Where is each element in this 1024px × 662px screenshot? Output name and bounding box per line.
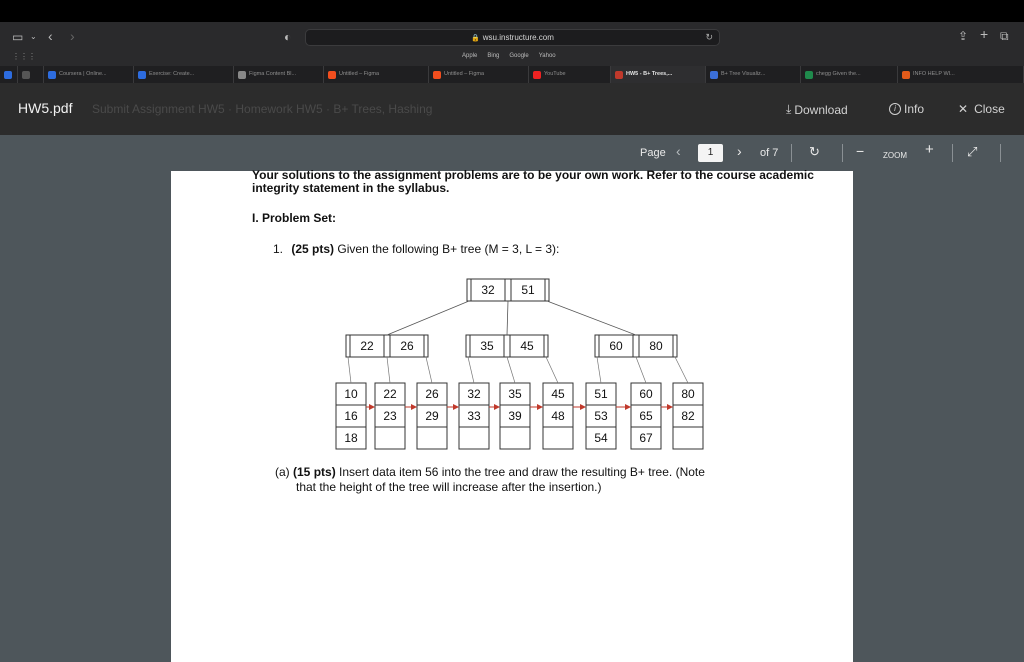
tab-favicon-icon [533,71,541,79]
favorite-yahoo[interactable]: Yahoo [538,53,556,59]
leaf-value: 82 [681,409,695,423]
leaf-value: 16 [344,409,358,423]
download-button[interactable] [786,102,848,117]
ghost-title: Submit Assignment HW5 · Homework HW5 · B+ Trees, Hashing [92,102,433,116]
node-key: 35 [480,339,494,353]
browser-tab[interactable] [611,66,706,83]
info-label: Info [904,102,925,116]
leaf-value: 22 [383,387,397,401]
leaf-value: 33 [467,409,481,423]
browser-tab[interactable] [706,66,801,83]
leaf-value: 29 [425,409,439,423]
browser-tab[interactable] [0,66,18,83]
tree-edge [507,357,515,383]
part-a-line-2: that the height of the tree will increase after the insertion.) [296,480,602,494]
node-key: 80 [649,339,663,353]
browser-tab[interactable] [529,66,611,83]
close-icon: ✕ [958,102,969,116]
browser-tab[interactable] [429,66,529,83]
tree-edge [387,357,390,383]
info-button[interactable] [889,102,924,116]
forward-icon[interactable]: › [70,28,75,44]
node-key: 26 [400,339,414,353]
reload-icon[interactable]: ↻ [705,32,713,42]
page-count: of 7 [760,147,779,159]
leaf-value: 39 [508,409,522,423]
page-label: Page [640,147,666,159]
divider [842,144,843,162]
zoom-out-icon[interactable]: − [856,143,865,159]
intro-line-1: Your solutions to the assignment problems are to be your own work. Refer to the course academic [252,168,814,182]
sidebar-icon[interactable]: ▭ [12,30,24,44]
leaf-value: 65 [639,409,653,423]
info-icon: i [889,103,901,115]
divider [791,144,792,162]
favorite-apple[interactable]: Apple [462,53,478,59]
node-key: 51 [521,283,535,297]
shield-icon[interactable]: ◐ [284,30,292,44]
leaf-value: 10 [344,387,358,401]
leaf-value: 51 [594,387,608,401]
tab-label: chegg Given the... [816,71,861,77]
tree-edge [348,357,351,383]
address-text: wsu.instructure.com [482,33,554,42]
tree-edge [636,357,646,383]
browser-tab[interactable] [44,66,134,83]
tab-strip [0,66,1024,83]
leaf-value: 35 [508,387,522,401]
browser-tab[interactable] [234,66,324,83]
tree-edge [547,301,636,335]
leaf-value: 45 [551,387,565,401]
favorite-bing[interactable]: Bing [487,53,500,59]
leaf-value: 80 [681,387,695,401]
tree-edge [597,357,601,383]
tab-favicon-icon [615,71,623,79]
question-number: 1. [273,242,284,256]
node-key: 45 [520,339,534,353]
tab-favicon-icon [138,71,146,79]
leaf-value: 60 [639,387,653,401]
prev-page-icon[interactable]: ‹ [676,143,681,159]
tab-label: HW5 - B+ Trees,... [626,71,673,77]
fullscreen-icon[interactable]: ⤢ [967,144,978,159]
browser-toolbar [0,22,1024,66]
leaf-value: 53 [594,409,608,423]
tab-favicon-icon [902,71,910,79]
node-key: 22 [360,339,374,353]
new-tab-icon[interactable]: + [980,26,989,42]
tab-label: Exercise: Create... [149,71,195,77]
pdf-toolbar [0,135,1024,171]
tab-favicon-icon [433,71,441,79]
address-bar[interactable] [305,29,720,46]
leaf-value: 32 [467,387,481,401]
divider [952,144,953,162]
favorite-google[interactable]: Google [509,53,529,59]
tab-favicon-icon [48,71,56,79]
tab-favicon-icon [238,71,246,79]
zoom-in-icon[interactable]: + [925,141,934,158]
internal-node [595,335,677,357]
leaf-value: 18 [344,431,358,445]
node-key: 60 [609,339,623,353]
tab-label: YouTube [544,71,566,77]
close-button[interactable] [958,102,1005,116]
tab-label: Figma Content Bl... [249,71,297,77]
internal-node [466,335,548,357]
tab-label: INFO HELP WI... [913,71,955,77]
tab-label: Untitled – Figma [339,71,380,77]
download-icon: ⤓ [786,102,792,116]
page-number-input[interactable]: 1 [698,144,723,162]
tree-edge [387,301,469,335]
browser-tab[interactable] [18,66,44,83]
intro-line-2: integrity statement in the syllabus. [252,181,450,195]
question-text: Given the following B+ tree (M = 3, L = 3): [337,242,560,256]
browser-tab[interactable] [898,66,1024,83]
next-page-icon[interactable]: › [737,143,742,159]
tab-favicon-icon [328,71,336,79]
back-icon[interactable]: ‹ [48,28,53,44]
tab-overview-icon[interactable]: ⧉ [1000,29,1009,43]
leaf-value: 48 [551,409,565,423]
tab-favicon-icon [710,71,718,79]
tree-edge [675,357,688,383]
browser-tab[interactable] [801,66,898,83]
tab-label: Coursera | Online... [59,71,107,77]
internal-node [346,335,428,357]
part-a-points: (15 pts) [293,465,336,479]
tab-favicon-icon [22,71,30,79]
browser-tab[interactable] [324,66,429,83]
leaf-value: 67 [639,431,653,445]
favorites-bar [462,53,556,63]
menu-strip [0,0,1024,22]
rotate-icon[interactable]: ↻ [809,144,820,159]
node-key: 32 [481,283,495,297]
share-icon[interactable]: ⇪ [958,29,969,43]
bplus-tree-diagram [171,171,853,471]
divider [1000,144,1001,162]
tree-edge [507,301,508,335]
viewer-header [0,83,1024,135]
lock-icon: 🔒 [471,35,480,42]
tree-edge [546,357,558,383]
chevron-down-icon[interactable]: ⌄ [30,32,37,41]
grid-icon[interactable]: ⋮⋮⋮ [12,52,36,61]
tree-edge [426,357,432,383]
tab-label: B+ Tree Visualiz... [721,71,766,77]
zoom-label: ZOOM [883,151,907,160]
browser-tab[interactable] [134,66,234,83]
root-node [467,279,549,301]
leaf-value: 26 [425,387,439,401]
leaf-value: 23 [383,409,397,423]
part-a [275,465,705,480]
tab-favicon-icon [805,71,813,79]
tab-favicon-icon [4,71,12,79]
tree-edge [468,357,474,383]
question-points: (25 pts) [291,242,335,256]
close-label: Close [974,102,1005,116]
document-title: HW5.pdf [18,100,73,116]
part-a-line-1: Insert data item 56 into the tree and draw the resulting B+ tree. (Note [339,465,705,479]
part-a-label: (a) [275,465,290,479]
section-heading: I. Problem Set: [252,211,337,225]
tab-label: Untitled – Figma [444,71,485,77]
leaf-value: 54 [594,431,608,445]
download-label: Download [794,102,848,117]
pdf-page [171,168,853,662]
